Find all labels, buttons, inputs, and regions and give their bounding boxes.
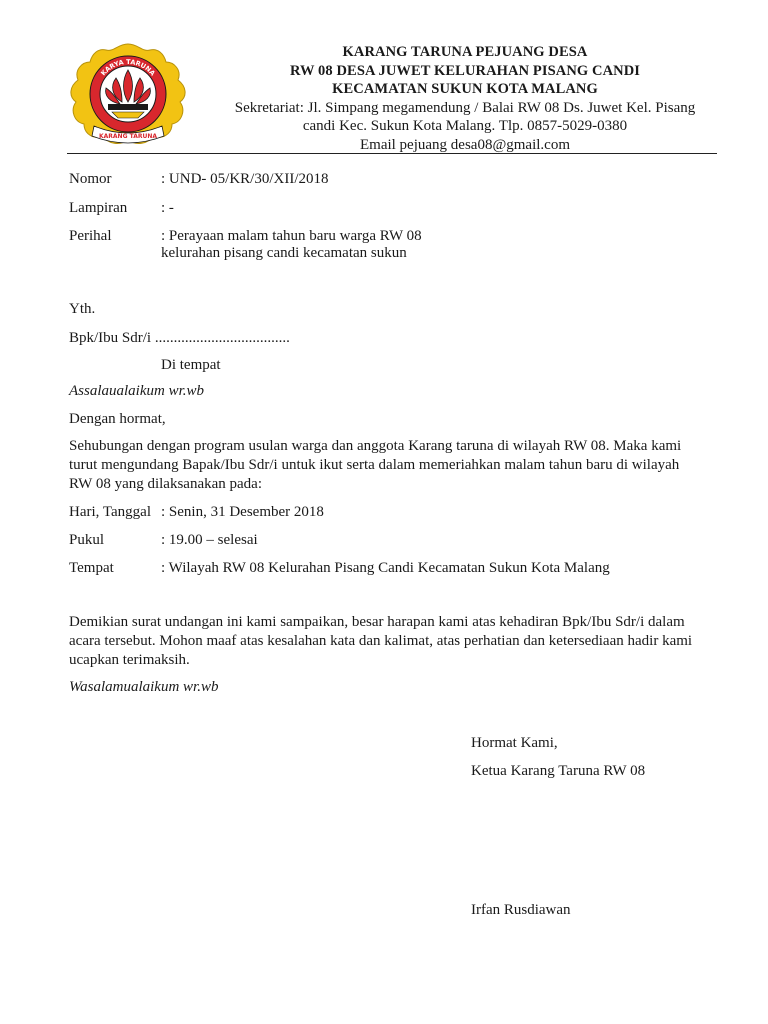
greeting-close: Wasalamualaikum wr.wb	[69, 679, 219, 695]
date-value: : Senin, 31 Desember 2018	[161, 504, 324, 520]
time-value: : 19.00 – selesai	[161, 532, 258, 548]
nomor-label: Nomor	[69, 171, 112, 187]
closing-line-3: ucapkan terimaksih.	[69, 652, 190, 668]
letterhead-divider	[67, 153, 717, 154]
venue-row	[69, 560, 610, 577]
time-label: Pukul	[69, 532, 105, 548]
nomor-row	[69, 171, 329, 188]
closing-line-1: Demikian surat undangan ini kami sampaikan, besar harapan kami atas kehadiran Bpk/Ibu Sdr/i dalam	[69, 614, 685, 630]
yth: Yth.	[69, 301, 96, 317]
lampiran-label: Lampiran	[69, 200, 128, 216]
logo-text-bottom: KARANG TARUNA	[98, 133, 158, 140]
org-name-line-1: KARANG TARUNA PEJUANG DESA	[342, 44, 588, 60]
venue-value: : Wilayah RW 08 Kelurahan Pisang Candi Kecamatan Sukun Kota Malang	[161, 560, 610, 576]
perihal-value-2: kelurahan pisang candi kecamatan sukun	[161, 245, 407, 261]
date-row	[69, 504, 324, 521]
recipient-name-line: Bpk/Ibu Sdr/i ....................................	[69, 330, 290, 346]
greeting-open: Assalaualaikum wr.wb	[69, 383, 205, 399]
karang-taruna-logo	[66, 40, 190, 152]
address-line-2: candi Kec. Sukun Kota Malang. Tlp. 0857-5029-0380	[302, 118, 628, 134]
signer-name: Irfan Rusdiawan	[471, 902, 571, 918]
recipient-place: Di tempat	[161, 357, 221, 373]
email-line: Email pejuang desa08@gmail.com	[359, 136, 570, 153]
time-row	[69, 532, 258, 549]
nomor-value: : UND- 05/KR/30/XII/2018	[161, 171, 329, 187]
intro-line-1: Sehubungan dengan program usulan warga dan anggota Karang taruna di wilayah RW 08. Maka kami	[69, 438, 682, 454]
intro-paragraph	[69, 437, 719, 494]
salutation: Dengan hormat,	[69, 411, 166, 427]
perihal-row	[69, 228, 422, 245]
letterhead	[205, 43, 725, 154]
closing-paragraph	[69, 613, 719, 670]
perihal-label: Perihal	[69, 228, 112, 244]
perihal-value-1: : Perayaan malam tahun baru warga RW 08	[161, 228, 422, 244]
address-line-1: Sekretariat: Jl. Simpang megamendung / Balai RW 08 Ds. Juwet Kel. Pisang	[234, 99, 696, 116]
org-name-line-2: RW 08 DESA JUWET KELURAHAN PISANG CANDI	[289, 62, 641, 79]
regards: Hormat Kami,	[471, 735, 558, 751]
date-label: Hari, Tanggal	[69, 504, 151, 520]
lampiran-value: : -	[161, 200, 174, 216]
venue-label: Tempat	[69, 560, 114, 576]
closing-line-2: acara tersebut. Mohon maaf atas kesalahan kata dan kalimat, atas perhatian dan ketersediaan hadir kami	[69, 633, 693, 649]
signer-position: Ketua Karang Taruna RW 08	[471, 763, 646, 779]
logo-text-top: KARYA TARUNA	[99, 57, 157, 78]
org-name-line-3: KECAMATAN SUKUN KOTA MALANG	[332, 81, 598, 97]
intro-line-2: turut mengundang Bapak/Ibu Sdr/i untuk ikut serta dalam memeriahkan malam tahun baru di wilayah	[69, 457, 680, 473]
lampiran-row	[69, 200, 174, 217]
intro-line-3: RW 08 yang dilaksanakan pada:	[69, 476, 263, 492]
